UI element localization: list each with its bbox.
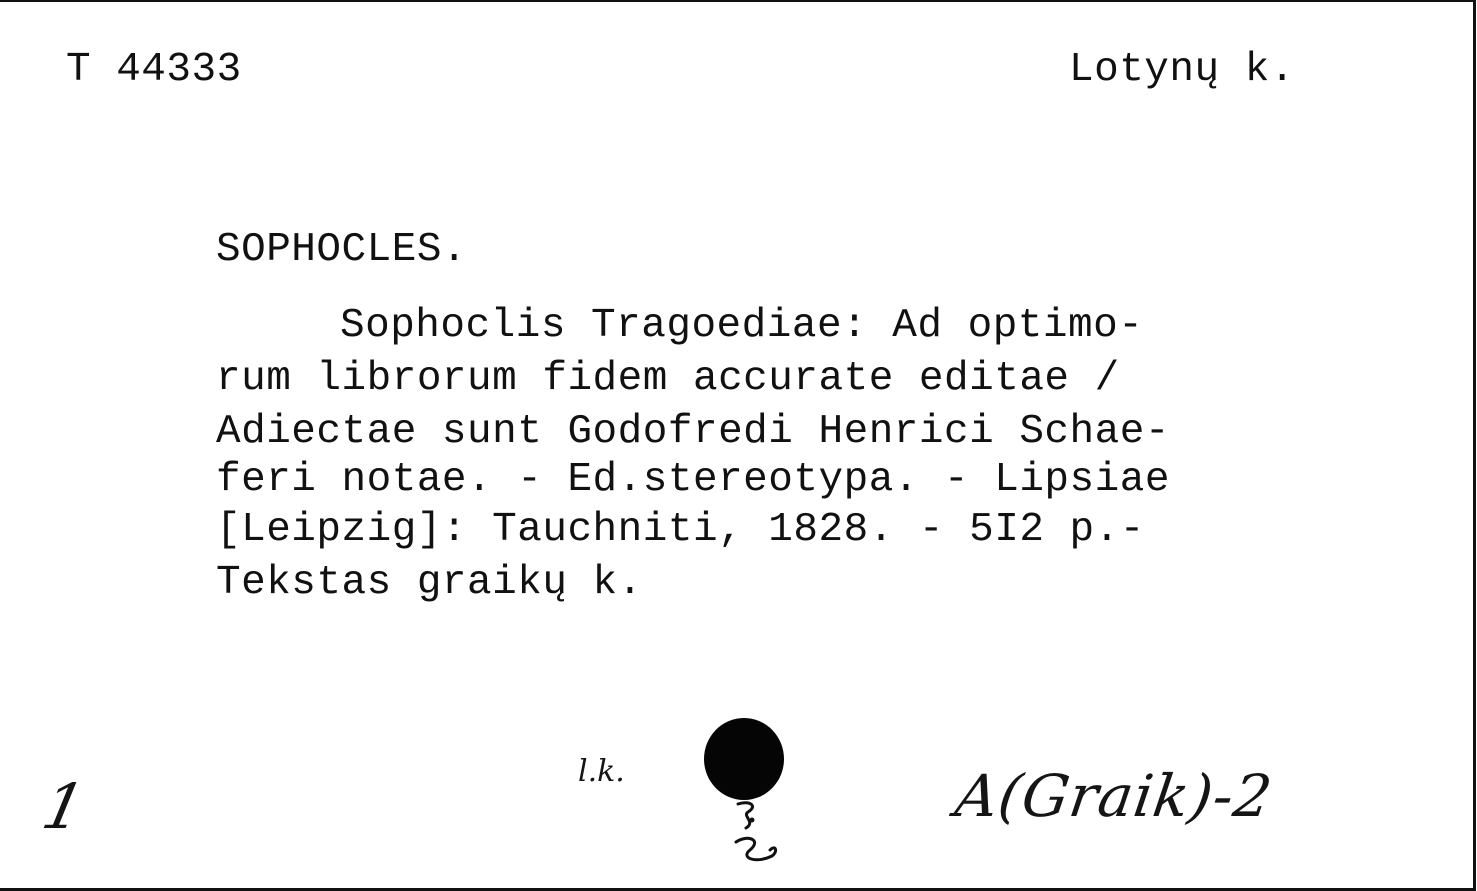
imprint-line: [Leipzig]: Tauchniti, 1828. - 5I2 p.- bbox=[216, 507, 1145, 553]
handwritten-copy-number: 1 bbox=[36, 770, 92, 843]
title-line: rum librorum fidem accurate editae / bbox=[216, 356, 1120, 402]
author-heading: SOPHOCLES. bbox=[216, 227, 468, 273]
title-line: Adiectae sunt Godofredi Henrici Schae- bbox=[216, 409, 1170, 455]
handwritten-classification: A(Graik)-2 bbox=[951, 762, 1277, 830]
call-number: T 44333 bbox=[66, 47, 242, 93]
title-line: Sophoclis Tragoediae: Ad optimo- bbox=[340, 303, 1144, 349]
handwritten-note: l.k. bbox=[578, 754, 625, 789]
text-language-line: Tekstas graikų k. bbox=[216, 560, 643, 606]
edition-line: feri notae. - Ed.stereotypa. - Lipsiae bbox=[216, 457, 1170, 503]
punch-hole bbox=[704, 718, 784, 800]
handwritten-mark-icon bbox=[728, 798, 784, 870]
language-note: Lotynų k. bbox=[1069, 47, 1295, 93]
